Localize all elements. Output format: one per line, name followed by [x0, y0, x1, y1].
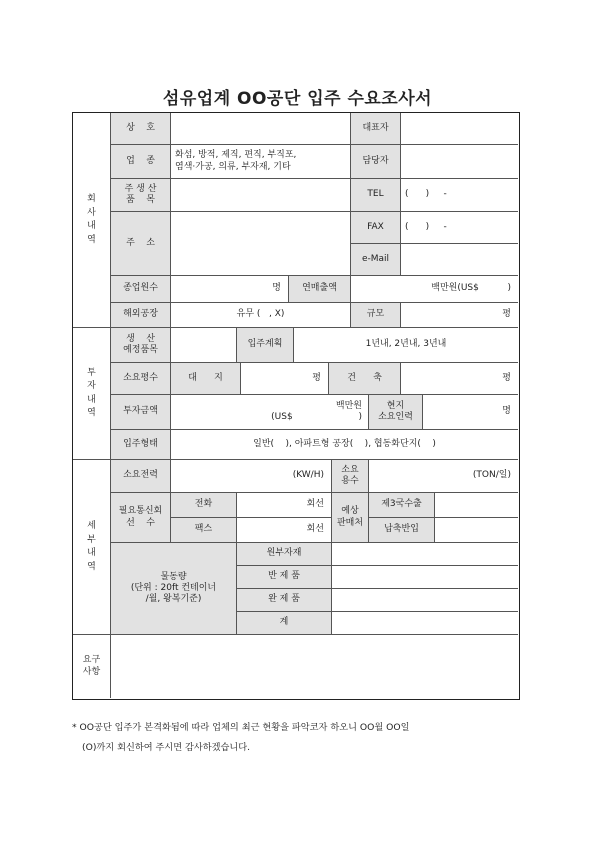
main-product-label: 주 생 산 품 목	[111, 179, 171, 212]
manager-label: 담당자	[351, 145, 401, 179]
semi-finished-field[interactable]	[332, 566, 518, 589]
logistics-volume-label: 물동량 (단위 : 20ft 컨테이너 /월, 왕복기준)	[111, 543, 237, 635]
sales-label: 연매출액	[289, 276, 351, 303]
comm-lines-label: 필요통신회 선 수	[111, 493, 171, 543]
investment-amount-label: 투자금액	[111, 395, 171, 430]
request-field[interactable]	[111, 635, 518, 698]
total-field[interactable]	[332, 612, 518, 635]
fax-lines-field[interactable]: 회선	[237, 518, 332, 543]
employees-label: 종업원수	[111, 276, 171, 303]
sales-field[interactable]: 백만원(US$ )	[351, 276, 518, 303]
footnote-line-2: (O)까지 회신하여 주시면 감사하겠습니다.	[82, 742, 251, 753]
domestic-supply-field[interactable]	[435, 518, 518, 543]
page-title: 섬유업계 OO공단 입주 수요조사서	[162, 89, 433, 109]
investment-amount-field[interactable]: 백만원 (US$ )	[171, 395, 369, 430]
required-water-field[interactable]: (TON/일)	[369, 460, 518, 493]
semi-finished-label: 반 제 품	[237, 566, 332, 589]
section-details-label: 세 부 내 역	[73, 460, 111, 635]
move-plan-label: 입주계획	[237, 328, 294, 363]
raw-materials-label: 원부자재	[237, 543, 332, 566]
required-power-field[interactable]: (KW/H)	[171, 460, 332, 493]
overseas-factory-label: 해외공장	[111, 303, 171, 328]
domestic-supply-label: 납축반입	[369, 518, 435, 543]
manager-field[interactable]	[401, 145, 518, 179]
section-company-label: 회 사 내 역	[73, 113, 111, 328]
industry-options[interactable]: 화섬, 방적, 제직, 편직, 부직포, 염색·가공, 의류, 부자재, 기타	[171, 145, 351, 179]
fax-field[interactable]: ( ) -	[401, 212, 518, 244]
move-type-options[interactable]: 일반( ), 아파트형 공장( ), 협동화단지( )	[171, 430, 518, 460]
address-field[interactable]	[171, 212, 351, 276]
raw-materials-field[interactable]	[332, 543, 518, 566]
scale-label: 규모	[351, 303, 401, 328]
email-field[interactable]	[401, 244, 518, 276]
move-type-label: 입주형태	[111, 430, 171, 460]
ceo-label: 대표자	[351, 113, 401, 145]
building-field[interactable]: 평	[401, 363, 518, 395]
finished-goods-label: 완 제 품	[237, 589, 332, 612]
ceo-field[interactable]	[401, 113, 518, 145]
required-area-label: 소요평수	[111, 363, 171, 395]
finished-goods-field[interactable]	[332, 589, 518, 612]
footnote	[72, 718, 522, 758]
planned-product-label: 생 산 예정품목	[111, 328, 171, 363]
local-workforce-field[interactable]: 명	[423, 395, 518, 430]
sales-channel-label: 예상 판매처	[332, 493, 369, 543]
move-plan-options[interactable]: 1년내, 2년내, 3년내	[294, 328, 518, 363]
overseas-factory-field[interactable]: 유무 ( , X)	[171, 303, 351, 328]
tel-label: TEL	[351, 179, 401, 212]
phone-label: 전화	[171, 493, 237, 518]
scale-field[interactable]: 평	[401, 303, 518, 328]
address-label: 주 소	[111, 212, 171, 276]
third-country-export-label: 제3국수출	[369, 493, 435, 518]
industry-label: 업 종	[111, 145, 171, 179]
building-label: 건 축	[329, 363, 401, 395]
third-country-export-field[interactable]	[435, 493, 518, 518]
total-label: 계	[237, 612, 332, 635]
email-label: e-Mail	[351, 244, 401, 276]
fax-label: FAX	[351, 212, 401, 244]
required-power-label: 소요전력	[111, 460, 171, 493]
main-product-field[interactable]	[171, 179, 351, 212]
land-field[interactable]: 평	[241, 363, 329, 395]
survey-form-table	[72, 112, 520, 700]
fax-line-label: 팩스	[171, 518, 237, 543]
company-name-field[interactable]	[171, 113, 351, 145]
required-water-label: 소요 용수	[332, 460, 369, 493]
tel-field[interactable]: ( ) -	[401, 179, 518, 212]
section-request-label: 요구 사항	[73, 635, 111, 698]
footnote-line-1: * OO공단 입주가 본격화됨에 따라 업체의 최근 현황을 파악코자 하오니 OO월 OO일	[72, 722, 410, 733]
employees-field[interactable]: 명	[171, 276, 289, 303]
company-name-label: 상 호	[111, 113, 171, 145]
phone-lines-field[interactable]: 회선	[237, 493, 332, 518]
section-investment-label: 투 자 내 역	[73, 328, 111, 460]
local-workforce-label: 현지 소요인력	[369, 395, 423, 430]
planned-product-field[interactable]	[171, 328, 237, 363]
land-label: 대 지	[171, 363, 241, 395]
